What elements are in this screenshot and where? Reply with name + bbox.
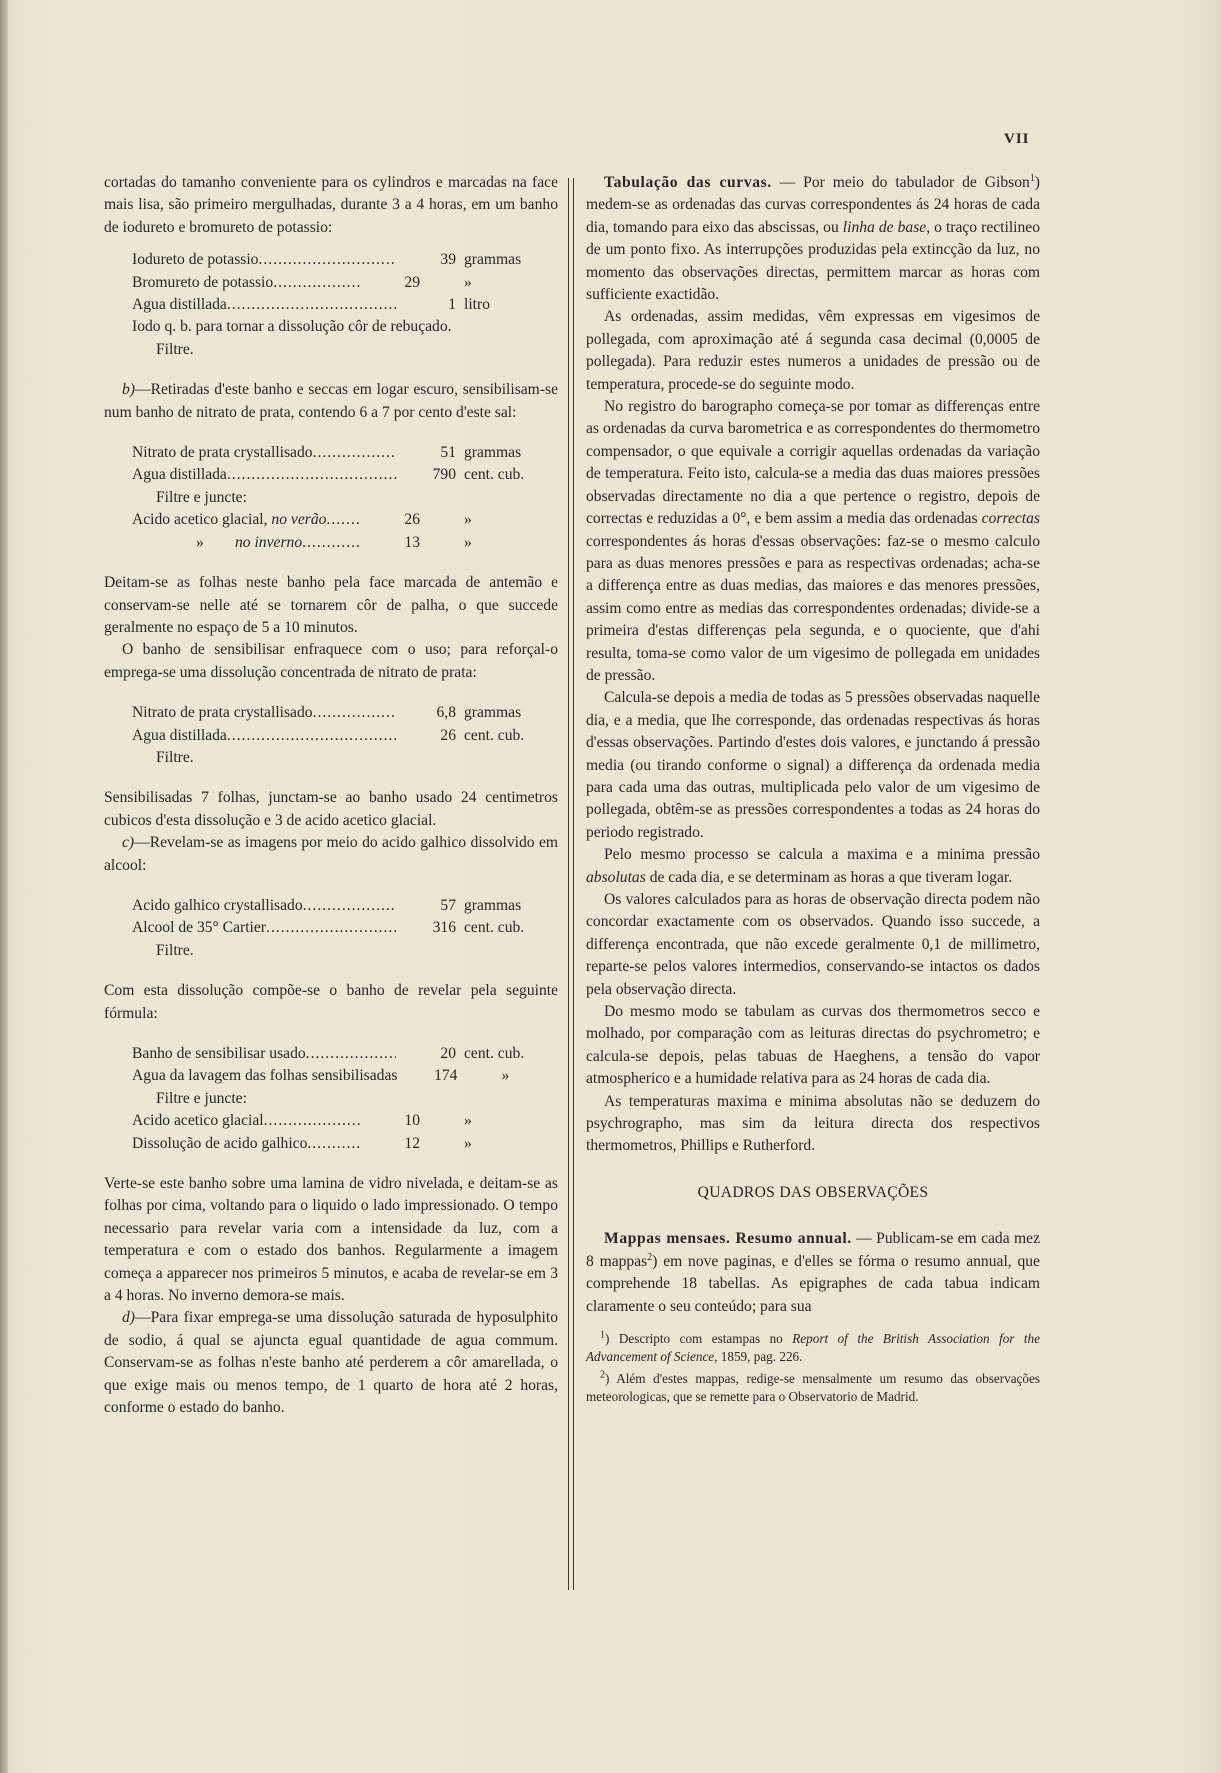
paragraph-text: — Por meio do tabulador de Gibson (771, 174, 1030, 191)
unit: » (464, 511, 472, 529)
paragraph-text: — Publicam-se em cada mez 8 mappas (586, 1230, 1040, 1270)
paragraph: Sensibilisadas 7 folhas, junctam-se ao banho usado 24 centimetros cubicos d'esta dissolução e 3 de acido acetico glacial. (104, 789, 558, 829)
quantity: 26 (440, 726, 456, 744)
ingredient-text: Acido acetico glacial, (132, 511, 268, 529)
quantity: 57 (440, 896, 456, 914)
recipe-rows (132, 895, 558, 940)
footnote (586, 1370, 1040, 1406)
quantity: 12 (404, 1134, 420, 1152)
paragraph (586, 844, 1040, 889)
page-number: VII (1004, 131, 1030, 147)
quantity: 39 (440, 251, 456, 269)
leader-dots (273, 272, 360, 294)
ingredient-name: Banho de sensibilisar usado (132, 1045, 306, 1062)
footnote-text: ) Além d'estes mappas, redige-se mensalmente um resumo das observações meteorologicas, que se remette para o Observatorio de Madrid. (586, 1370, 1040, 1404)
recipe-row (132, 895, 558, 917)
ditto-mark: » (196, 533, 204, 551)
leader-dots (303, 895, 396, 917)
quantity: 20 (440, 1045, 456, 1062)
item-label: c) (122, 834, 135, 852)
quantity: 13 (404, 533, 420, 551)
quantity: 316 (432, 919, 456, 937)
item-label: d) (122, 1309, 135, 1327)
unit: cent. cub. (464, 919, 525, 937)
recipe-row (132, 1110, 558, 1132)
unit: grammas (464, 251, 522, 269)
leader-dots (306, 1043, 396, 1065)
recipe-row (132, 1043, 558, 1065)
recipe-note: Filtre e juncte: (156, 488, 247, 506)
recipe-row (132, 917, 558, 939)
paragraph-text: de cada dia, e se determinam as horas a que tiveram logar. (645, 868, 1013, 886)
ingredient-name: Agua distillada (132, 296, 227, 314)
footnote-ref: 2 (647, 1251, 653, 1263)
quantity: 26 (404, 511, 420, 529)
leader-dots (302, 532, 360, 554)
paragraph (104, 832, 558, 877)
unit: » (464, 533, 472, 551)
left-column (104, 172, 558, 1420)
paragraph-text: , o traço rectilineo de um ponto fixo. As interrupções produzidas pela extincção da luz, no momento das observações directas, permittem marcar as horas com sufficiente exactidão. (586, 218, 1041, 304)
paragraph: Deitam-se as folhas neste banho pela face marcada de antemão e conservam-se nelle até se tornarem côr de palha, o que succede geralmente no espaço de 5 a 10 minutos. (104, 574, 558, 636)
recipe-row (132, 725, 558, 747)
footnote-text: , 1859, pag. 226. (714, 1348, 803, 1364)
paragraph-text: —Revelam-se as imagens por meio do acido galhico dissolvido em alcool: (104, 834, 558, 874)
ingredient-name: Acido galhico crystallisado (132, 896, 303, 914)
section-title: QUADROS DAS OBSERVAÇÕES (697, 1183, 929, 1201)
unit: cent. cub. (464, 466, 525, 484)
recipe-row (132, 464, 558, 486)
recipe-note: Filtre. (156, 941, 194, 959)
ingredient-name: Nitrato de prata crystallisado (132, 444, 313, 462)
ingredient-name: Agua distillada (132, 466, 227, 484)
paragraph-text: correspondentes ás horas d'essas observações: faz-se o mesmo calculo para as duas menores pressões e para as respectivas ordenadas; acha-se a differença entre as duas medias, das maiores e das menores pressões, assim como entre as medias das correspondentes ordenadas; divide-se a primeira d'estas differenças pela segunda, e o quociente, que d'ahi resulta, toma-se como valor de um vigesimo de pollegada em unidades de pressão. (586, 532, 1040, 684)
paragraph: O banho de sensibilisar enfraquece com o uso; para reforçal-o emprega-se uma dissolução concentrada de nitrato de prata: (104, 641, 558, 681)
leader-dots (307, 1133, 360, 1155)
quantity: 790 (432, 466, 456, 484)
unit: » (501, 1067, 510, 1085)
recipe-row (132, 702, 558, 724)
right-column (586, 172, 1040, 1406)
recipe-rows (132, 1043, 558, 1088)
recipe-rows (132, 1110, 558, 1155)
emphasis: linha de base (842, 218, 927, 236)
recipe-line: Iodo q. b. para tornar a dissolução côr de rebuçado. (132, 318, 452, 336)
paragraph-text: ) medem-se as ordenadas das curvas correspondentes ás 24 horas de cada dia, tomando para eixo das abscissas, ou (586, 174, 1040, 236)
ingredient-name: Nitrato de prata crystallisado (132, 704, 313, 722)
unit: cent. cub. (464, 1045, 525, 1062)
unit: grammas (464, 896, 522, 914)
paragraph-text: ) em nove paginas, e d'elles se fórma o resumo annual, que comprehende 18 tabellas. As epigraphes de cada tabua indicam claramente o seu conteúdo; para sua (586, 1252, 1040, 1315)
recipe-reinforcement (104, 702, 558, 769)
paragraph-text: —Retiradas d'este banho e seccas em logar escuro, sensibilisam-se num banho de nitrato de prata, contendo 6 a 7 por cento d'este sal: (104, 381, 558, 421)
section-run-in-heading: Mappas mensaes. Resumo annual. (604, 1230, 852, 1248)
column-divider (568, 178, 574, 1590)
quantity: 174 (434, 1067, 458, 1085)
paragraph (586, 1228, 1040, 1318)
leader-dots (313, 442, 396, 464)
recipe-note: Filtre. (156, 340, 194, 358)
recipe-row (132, 442, 558, 464)
leader-dots (227, 725, 396, 747)
unit: » (464, 1112, 472, 1130)
footnote-ref: 1 (1029, 172, 1035, 184)
paragraph: cortadas do tamanho conveniente para os cylindros e marcadas na face mais lisa, são primeiro mergulhadas, durante 3 a 4 horas, em um banho de iodureto e bromureto de potassio: (104, 174, 558, 236)
leader-dots (313, 702, 396, 724)
ingredient-name (132, 532, 302, 554)
unit: litro (464, 296, 490, 314)
recipe-row (132, 249, 558, 271)
quantity: 51 (440, 444, 456, 462)
recipe-row (132, 509, 558, 531)
recipe-developer (104, 1043, 558, 1155)
paragraph-text: No registro do barographo começa-se por tomar as differenças entre as ordenadas da curva barometrica e as correspondentes do thermometro compensador, o que equivale a corrigir aquellas ordenadas da variação de temperatura. Feito isto, calcula-se a media das duas maiores pressões observadas directamente no dia a que pertence o registro, depois de correctas e reduzidas a 0°, e bem assim a media das ordenadas (586, 398, 1040, 528)
recipe-rows (132, 442, 558, 487)
recipe-note: Filtre e juncte: (156, 1089, 247, 1107)
recipe-row (132, 294, 558, 316)
leader-dots (227, 294, 396, 316)
ingredient-name: Iodureto de potassio (132, 251, 259, 269)
recipe-row (132, 532, 558, 554)
footnote (586, 1330, 1040, 1366)
leader-dots (227, 464, 396, 486)
ingredient-name: Agua da lavagem das folhas sensibilisadas (132, 1067, 398, 1085)
unit: grammas (464, 444, 522, 462)
emphasis: correctas (981, 510, 1040, 528)
recipe-row (132, 1133, 558, 1155)
season-label: no inverno (234, 533, 303, 551)
footnote-number: 1 (600, 1329, 605, 1341)
paragraph (586, 396, 1040, 687)
leader-dots (266, 917, 396, 939)
recipe-row (132, 1065, 558, 1087)
footnote-number: 2 (600, 1369, 605, 1381)
recipe-rows (132, 702, 558, 747)
paragraph: Verte-se este banho sobre uma lamina de vidro nivelada, e deitam-se as folhas por cima, voltando para o liquido o lado impressionado. O tempo necessario para revelar varia com a intensidade da luz, com a temperatura e com o estado dos banhos. Regularmente a imagem começa a apparecer nos primeiros 5 minutos, e acaba de revelar-se em 3 a 4 horas. No inverno demora-se mais. (104, 1175, 558, 1305)
ingredient-name (132, 509, 326, 531)
recipe-gallic-acid (104, 895, 558, 962)
paragraph: As ordenadas, assim medidas, vêm expressas em vigesimos de pollegada, com aproximação até á segunda casa decimal (0,0005 de pollegada). Para reduzir estes numeros a unidades de pressão ou de temperatura, procede-se do seguinte modo. (586, 308, 1040, 393)
quantity: 1 (448, 296, 456, 314)
emphasis: absolutas (586, 868, 646, 886)
recipe-iodide-bath (104, 249, 558, 361)
quantity: 10 (404, 1112, 420, 1130)
leader-dots (326, 509, 360, 531)
recipe-rows (132, 249, 558, 316)
paragraph: Os valores calculados para as horas de observação directa podem não concordar exactamente com os observados. Quando isso succede, a differença encontrada, que não excede geralmente 0,1 de millimetro, reparte-se pelos valores intermedios, conservando-se intactos os dados pela observação directa. (586, 891, 1040, 998)
quantity: 6,8 (436, 704, 456, 722)
paragraph: Calcula-se depois a media de todas as 5 pressões observadas naquelle dia, e a media, que lhe corresponde, das ordenadas respectivas ás horas d'essas observações. Partindo d'estes dois valores, e junctando á pressão media (ou tirando conforme o signal) a differença da ordenada media para cada uma das outras, multiplicada pelo valor de um vigesimo de pollegada, obtêm-se as pressões correspondentes a todas as 24 horas do periodo registrado. (586, 689, 1040, 841)
ingredient-name: Acido acetico glacial (132, 1112, 264, 1130)
quantity: 29 (404, 273, 420, 291)
paragraph (586, 172, 1040, 306)
paragraph: Com esta dissolução compõe-se o banho de revelar pela seguinte fórmula: (104, 982, 558, 1022)
leader-dots (258, 249, 396, 271)
season-label: no verão (271, 511, 327, 529)
unit: » (464, 1134, 472, 1152)
ingredient-name: Agua distillada (132, 726, 227, 744)
unit: » (464, 273, 472, 291)
recipe-row (132, 272, 558, 294)
leader-dots (264, 1110, 360, 1132)
unit: grammas (464, 704, 522, 722)
paragraph (104, 379, 558, 424)
ingredient-name: Alcool de 35° Cartier (132, 919, 266, 937)
section-run-in-heading: Tabulação das curvas. (604, 174, 772, 191)
unit: cent. cub. (464, 726, 525, 744)
ingredient-name: Bromureto de potassio (132, 273, 274, 291)
footnote-text: ) Descripto com estampas no (605, 1330, 793, 1346)
recipe-note: Filtre. (156, 748, 194, 766)
item-label: b) (122, 381, 135, 399)
paragraph: Do mesmo modo se tabulam as curvas dos thermometros secco e molhado, por comparação com as leituras directas do psychrometro; e calcula-se depois, pelas tabuas de Haeghens, a tensão do vapor atmospherico e a humidade relativa para as 24 horas de cada dia. (586, 1003, 1040, 1088)
paragraph (104, 1307, 558, 1419)
ingredient-name: Dissolução de acido galhico (132, 1134, 308, 1152)
recipe-silver-bath (104, 442, 558, 554)
paragraph-text: —Para fixar emprega-se uma dissolução saturada de hyposulphito de sodio, á qual se ajuncta egual quantidade de agua commum. Conservam-se as folhas n'este banho até perderem a côr amarellada, o que exige mais ou menos tempo, de 1 quarto de hora até 2 horas, conforme o estado do banho. (104, 1309, 558, 1417)
paragraph-text: Pelo mesmo processo se calcula a maxima e a minima pressão (604, 846, 1040, 864)
emphasis: Report of the British Association for the Advancement of Science (586, 1330, 1040, 1364)
paragraph: As temperaturas maxima e minima absolutas não se deduzem do psychrographo, mas sim da leitura directa dos respectivos thermometros, Phillips e Rutherford. (586, 1092, 1040, 1155)
